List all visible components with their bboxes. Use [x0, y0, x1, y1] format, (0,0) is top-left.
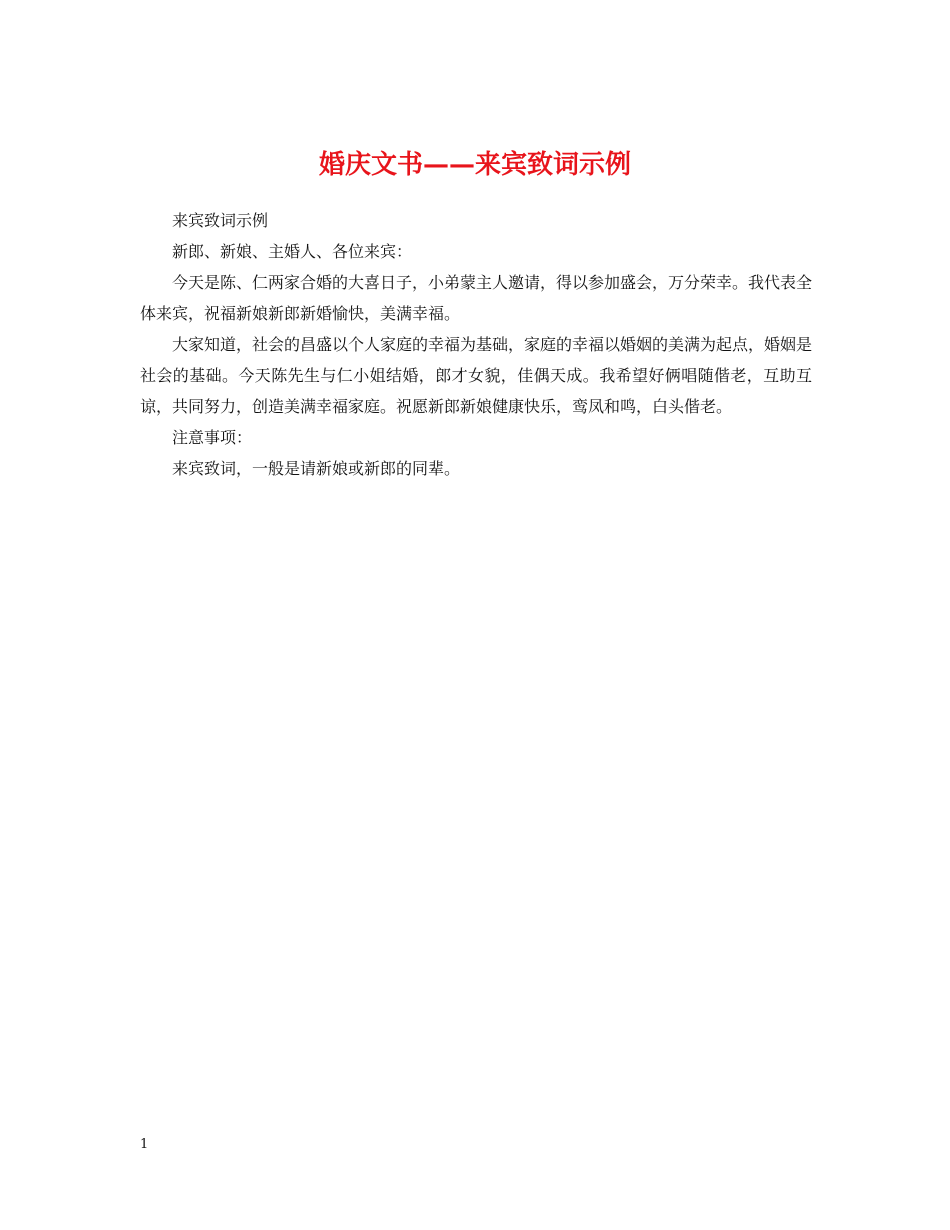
paragraph-notes-heading: 注意事项：	[172, 428, 253, 447]
paragraph-greeting: 今天是陈、仁两家合婚的大喜日子，小弟蒙主人邀请，得以参加盛会，万分荣幸。我代表全体来宾，祝福新娘新郎新婚愉快，美满幸福。	[140, 273, 813, 323]
paragraph-notes: 来宾致词，一般是请新娘或新郎的同辈。	[172, 459, 461, 478]
page-number: 1	[140, 1137, 149, 1152]
document-title: 婚庆文书——来宾致词示例	[318, 150, 631, 181]
paragraph-salutation: 新郎、新娘、主婚人、各位来宾：	[172, 242, 413, 261]
paragraph-heading: 来宾致词示例	[172, 211, 269, 230]
document-body	[140, 205, 812, 484]
paragraph-blessing: 大家知道，社会的昌盛以个人家庭的幸福为基础，家庭的幸福以婚姻的美满为起点，婚姻是社会的基础。今天陈先生与仁小姐结婚，郎才女貌，佳偶天成。我希望好俩唱随偕老，互助互谅，共同努力，创造美满幸福家庭。祝愿新郎新娘健康快乐，鸾凤和鸣，白头偕老。	[140, 335, 813, 416]
